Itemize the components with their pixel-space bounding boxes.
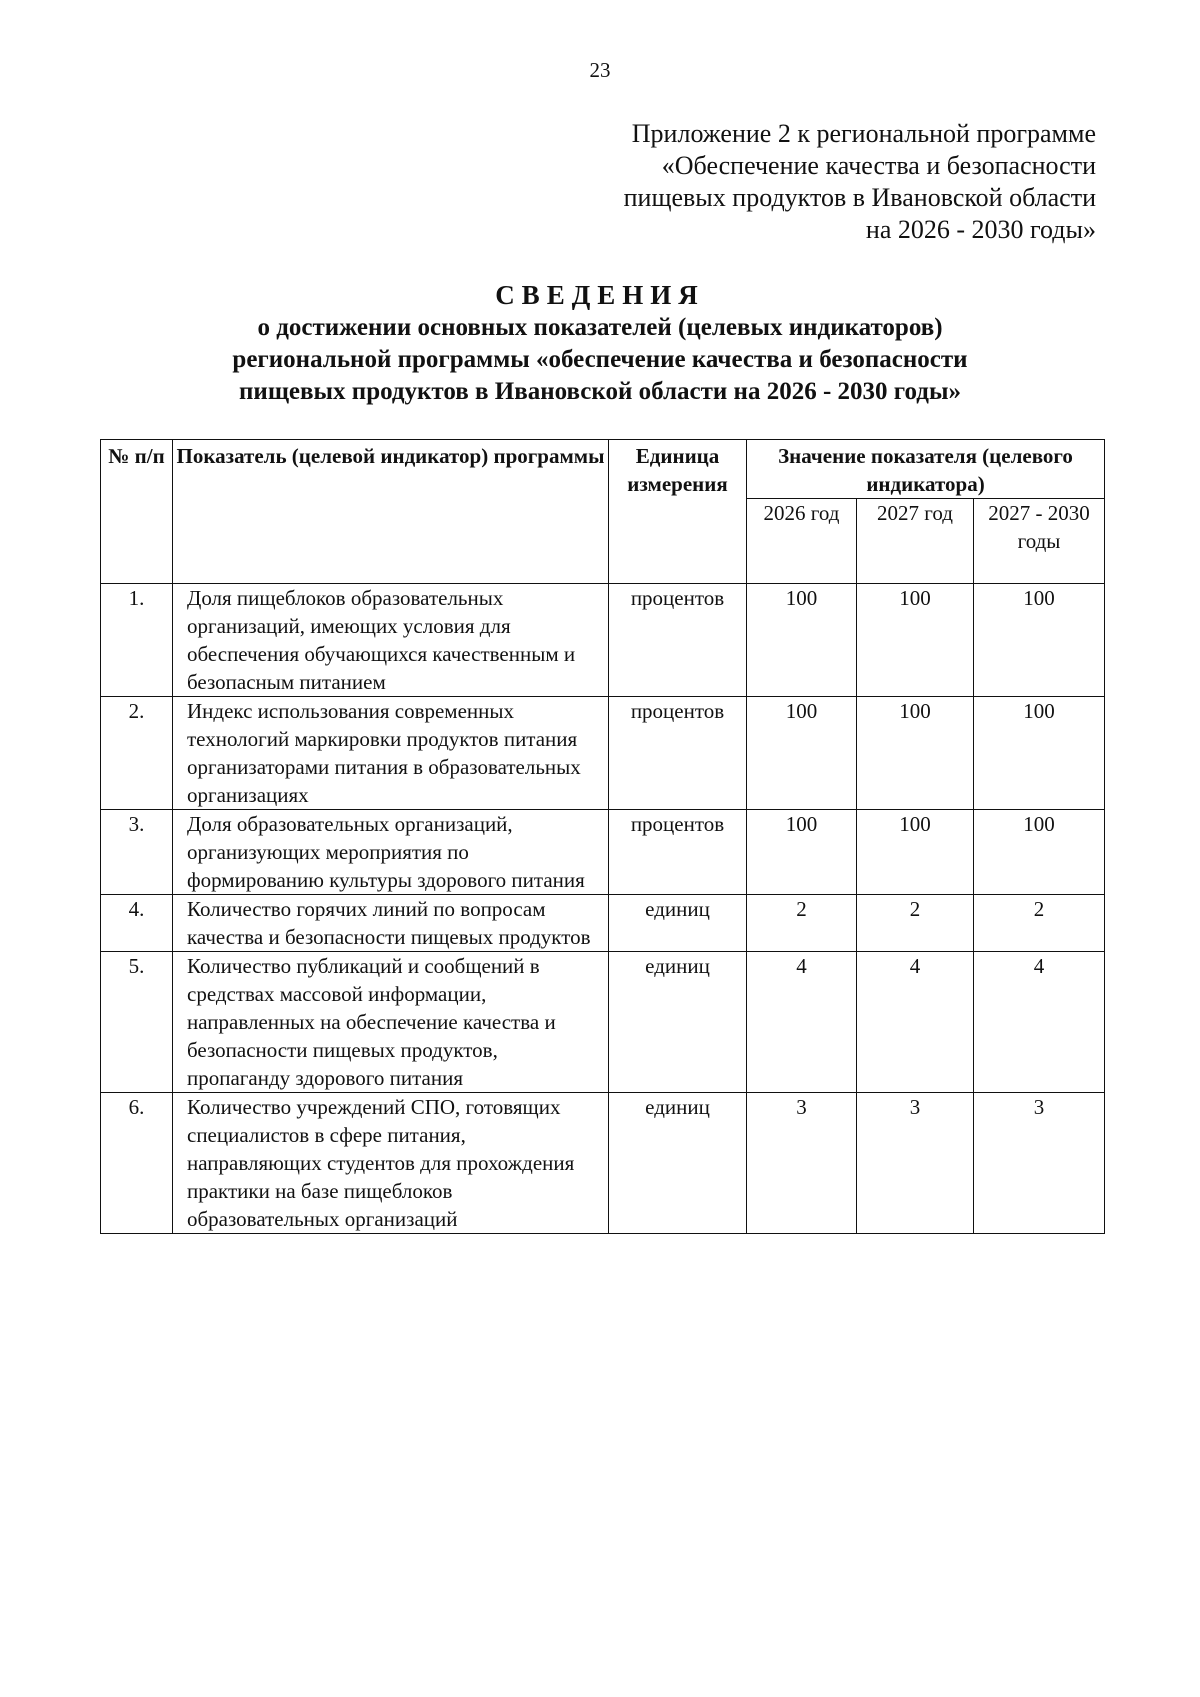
appendix-line: «Обеспечение качества и безопасности bbox=[661, 151, 1096, 180]
header-num: № п/п bbox=[101, 440, 173, 584]
row-indicator: Количество горячих линий по вопросам качества и безопасности пищевых продуктов bbox=[173, 895, 609, 952]
row-indicator: Доля образовательных организаций, организующих мероприятия по формированию культуры здорового питания bbox=[173, 810, 609, 895]
row-value-2026: 100 bbox=[747, 697, 857, 810]
subtitle-line: региональной программы «обеспечение качества и безопасности bbox=[232, 346, 968, 373]
appendix-line: Приложение 2 к региональной программе bbox=[631, 119, 1096, 148]
table-row bbox=[101, 810, 1105, 895]
row-value-2026: 3 bbox=[747, 1093, 857, 1234]
table-row bbox=[101, 952, 1105, 1093]
table-row bbox=[101, 895, 1105, 952]
header-year-2026: 2026 год bbox=[747, 499, 857, 584]
header-year-2027: 2027 год bbox=[857, 499, 974, 584]
row-unit: процентов bbox=[609, 697, 747, 810]
row-value-2027: 4 bbox=[857, 952, 974, 1093]
header-unit: Единица измерения bbox=[609, 440, 747, 584]
row-indicator: Количество учреждений СПО, готовящих специалистов в сфере питания, направляющих студентов для прохождения практики на базе пищеблоков образовательных организаций bbox=[173, 1093, 609, 1234]
indicators-table bbox=[100, 439, 1105, 1234]
row-unit: единиц bbox=[609, 1093, 747, 1234]
row-unit: единиц bbox=[609, 952, 747, 1093]
row-value-2027-2030: 2 bbox=[974, 895, 1105, 952]
subtitle-line: о достижении основных показателей (целевых индикаторов) bbox=[257, 314, 943, 341]
table-row bbox=[101, 584, 1105, 697]
row-unit: процентов bbox=[609, 584, 747, 697]
row-value-2026: 100 bbox=[747, 584, 857, 697]
row-number: 6. bbox=[101, 1093, 173, 1234]
row-indicator: Доля пищеблоков образовательных организаций, имеющих условия для обеспечения обучающихся качественным и безопасным питанием bbox=[173, 584, 609, 697]
document-heading bbox=[0, 278, 1200, 408]
row-unit: единиц bbox=[609, 895, 747, 952]
header-indicator: Показатель (целевой индикатор) программы bbox=[173, 440, 609, 584]
document-subtitle bbox=[0, 312, 1200, 408]
row-value-2027-2030: 100 bbox=[974, 584, 1105, 697]
row-unit: процентов bbox=[609, 810, 747, 895]
header-value-group: Значение показателя (целевого индикатора) bbox=[747, 440, 1105, 499]
row-number: 2. bbox=[101, 697, 173, 810]
row-value-2027: 100 bbox=[857, 584, 974, 697]
row-value-2026: 4 bbox=[747, 952, 857, 1093]
row-number: 1. bbox=[101, 584, 173, 697]
row-value-2027-2030: 100 bbox=[974, 810, 1105, 895]
row-value-2027-2030: 3 bbox=[974, 1093, 1105, 1234]
page-number: 23 bbox=[589, 58, 611, 82]
header-year-2027-2030: 2027 - 2030 годы bbox=[974, 499, 1105, 584]
row-value-2027: 100 bbox=[857, 810, 974, 895]
document-title: СВЕДЕНИЯ bbox=[495, 280, 705, 310]
row-value-2026: 100 bbox=[747, 810, 857, 895]
row-value-2027: 2 bbox=[857, 895, 974, 952]
row-number: 4. bbox=[101, 895, 173, 952]
row-indicator: Количество публикаций и сообщений в средствах массовой информации, направленных на обеспечение качества и безопасности пищевых продуктов, пропаганду здорового питания bbox=[173, 952, 609, 1093]
row-number: 5. bbox=[101, 952, 173, 1093]
row-value-2027: 3 bbox=[857, 1093, 974, 1234]
appendix-note bbox=[624, 118, 1096, 246]
row-value-2027-2030: 4 bbox=[974, 952, 1105, 1093]
table-row bbox=[101, 1093, 1105, 1234]
row-number: 3. bbox=[101, 810, 173, 895]
row-value-2027-2030: 100 bbox=[974, 697, 1105, 810]
appendix-line: пищевых продуктов в Ивановской области bbox=[623, 183, 1096, 212]
appendix-line: на 2026 - 2030 годы» bbox=[865, 215, 1096, 244]
table-row bbox=[101, 697, 1105, 810]
row-indicator: Индекс использования современных технологий маркировки продуктов питания организаторами питания в образовательных организациях bbox=[173, 697, 609, 810]
row-value-2026: 2 bbox=[747, 895, 857, 952]
row-value-2027: 100 bbox=[857, 697, 974, 810]
subtitle-line: пищевых продуктов в Ивановской области на 2026 - 2030 годы» bbox=[239, 378, 961, 405]
